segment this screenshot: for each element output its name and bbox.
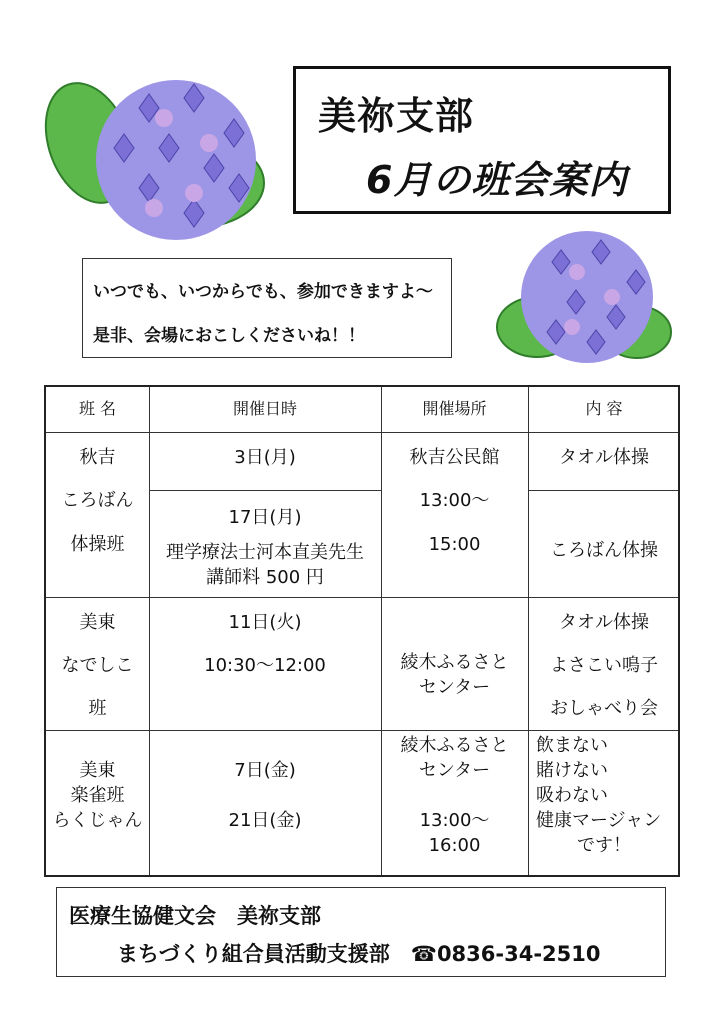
group-name: 楽雀班 [70, 785, 125, 806]
footer-contact: まちづくり組合員活動支援部 ☎0836-34-2510 [117, 942, 601, 966]
hydrangea-illustration [44, 48, 276, 262]
event-time: 16:00 [428, 835, 481, 856]
schedule-table [44, 385, 680, 877]
event-time: 13:00～ [419, 810, 490, 831]
header-group: 班 名 [78, 399, 117, 418]
event-time: 15:00 [428, 534, 481, 555]
group-name: 美東 [79, 760, 116, 781]
title-branch: 美祢支部 [318, 94, 475, 138]
notice-line: いつでも、いつからでも、参加できますよ～ [93, 282, 433, 302]
group-name: なでしこ [61, 655, 134, 676]
notice-line: 是非、会場におこしくださいね！！ [93, 326, 365, 346]
title-box [293, 66, 671, 214]
header-datetime: 開催日時 [232, 399, 297, 418]
event-date: 7日(金) [234, 760, 296, 781]
event-date: 3日(月) [234, 447, 296, 468]
event-time: 10:30～12:00 [204, 655, 326, 676]
event-date: 11日(火) [228, 612, 302, 633]
event-place: センター [418, 760, 491, 781]
event-content: タオル体操 [559, 447, 649, 468]
event-place: 綾木ふるさと [400, 652, 509, 673]
event-content: 飲まない [536, 735, 608, 756]
hydrangea-illustration [492, 222, 672, 372]
group-name: 秋吉 [79, 447, 116, 468]
event-content: おしゃべり会 [550, 698, 658, 719]
event-content: 健康マージャン [536, 810, 662, 831]
event-content: タオル体操 [559, 612, 649, 633]
notice-box [82, 258, 452, 358]
group-name: 班 [88, 698, 107, 719]
event-date: 21日(金) [228, 810, 302, 831]
group-name: ころばん [61, 490, 134, 511]
event-note: 講師料 500 円 [206, 567, 324, 588]
event-place: 秋吉公民館 [409, 447, 500, 468]
header-content: 内 容 [585, 399, 623, 418]
title-event: 6月の班会案内 [366, 158, 628, 202]
group-name: 体操班 [70, 534, 125, 555]
event-place: センター [418, 677, 491, 698]
footer-box [56, 887, 666, 977]
event-content: です！ [577, 835, 631, 856]
group-name: らくじゃん [52, 810, 143, 831]
event-content: 賭けない [536, 760, 608, 781]
group-name: 美東 [79, 612, 116, 633]
event-content: ころばん体操 [550, 540, 658, 561]
event-content: 吸わない [536, 785, 608, 806]
event-time: 13:00～ [419, 490, 490, 511]
footer-organization: 医療生協健文会 美祢支部 [69, 904, 321, 928]
event-place: 綾木ふるさと [400, 735, 509, 756]
event-content: よさこい鳴子 [550, 655, 658, 676]
event-note: 理学療法士河本直美先生 [166, 542, 364, 563]
event-date: 17日(月) [228, 507, 302, 528]
header-place: 開催場所 [422, 399, 487, 418]
